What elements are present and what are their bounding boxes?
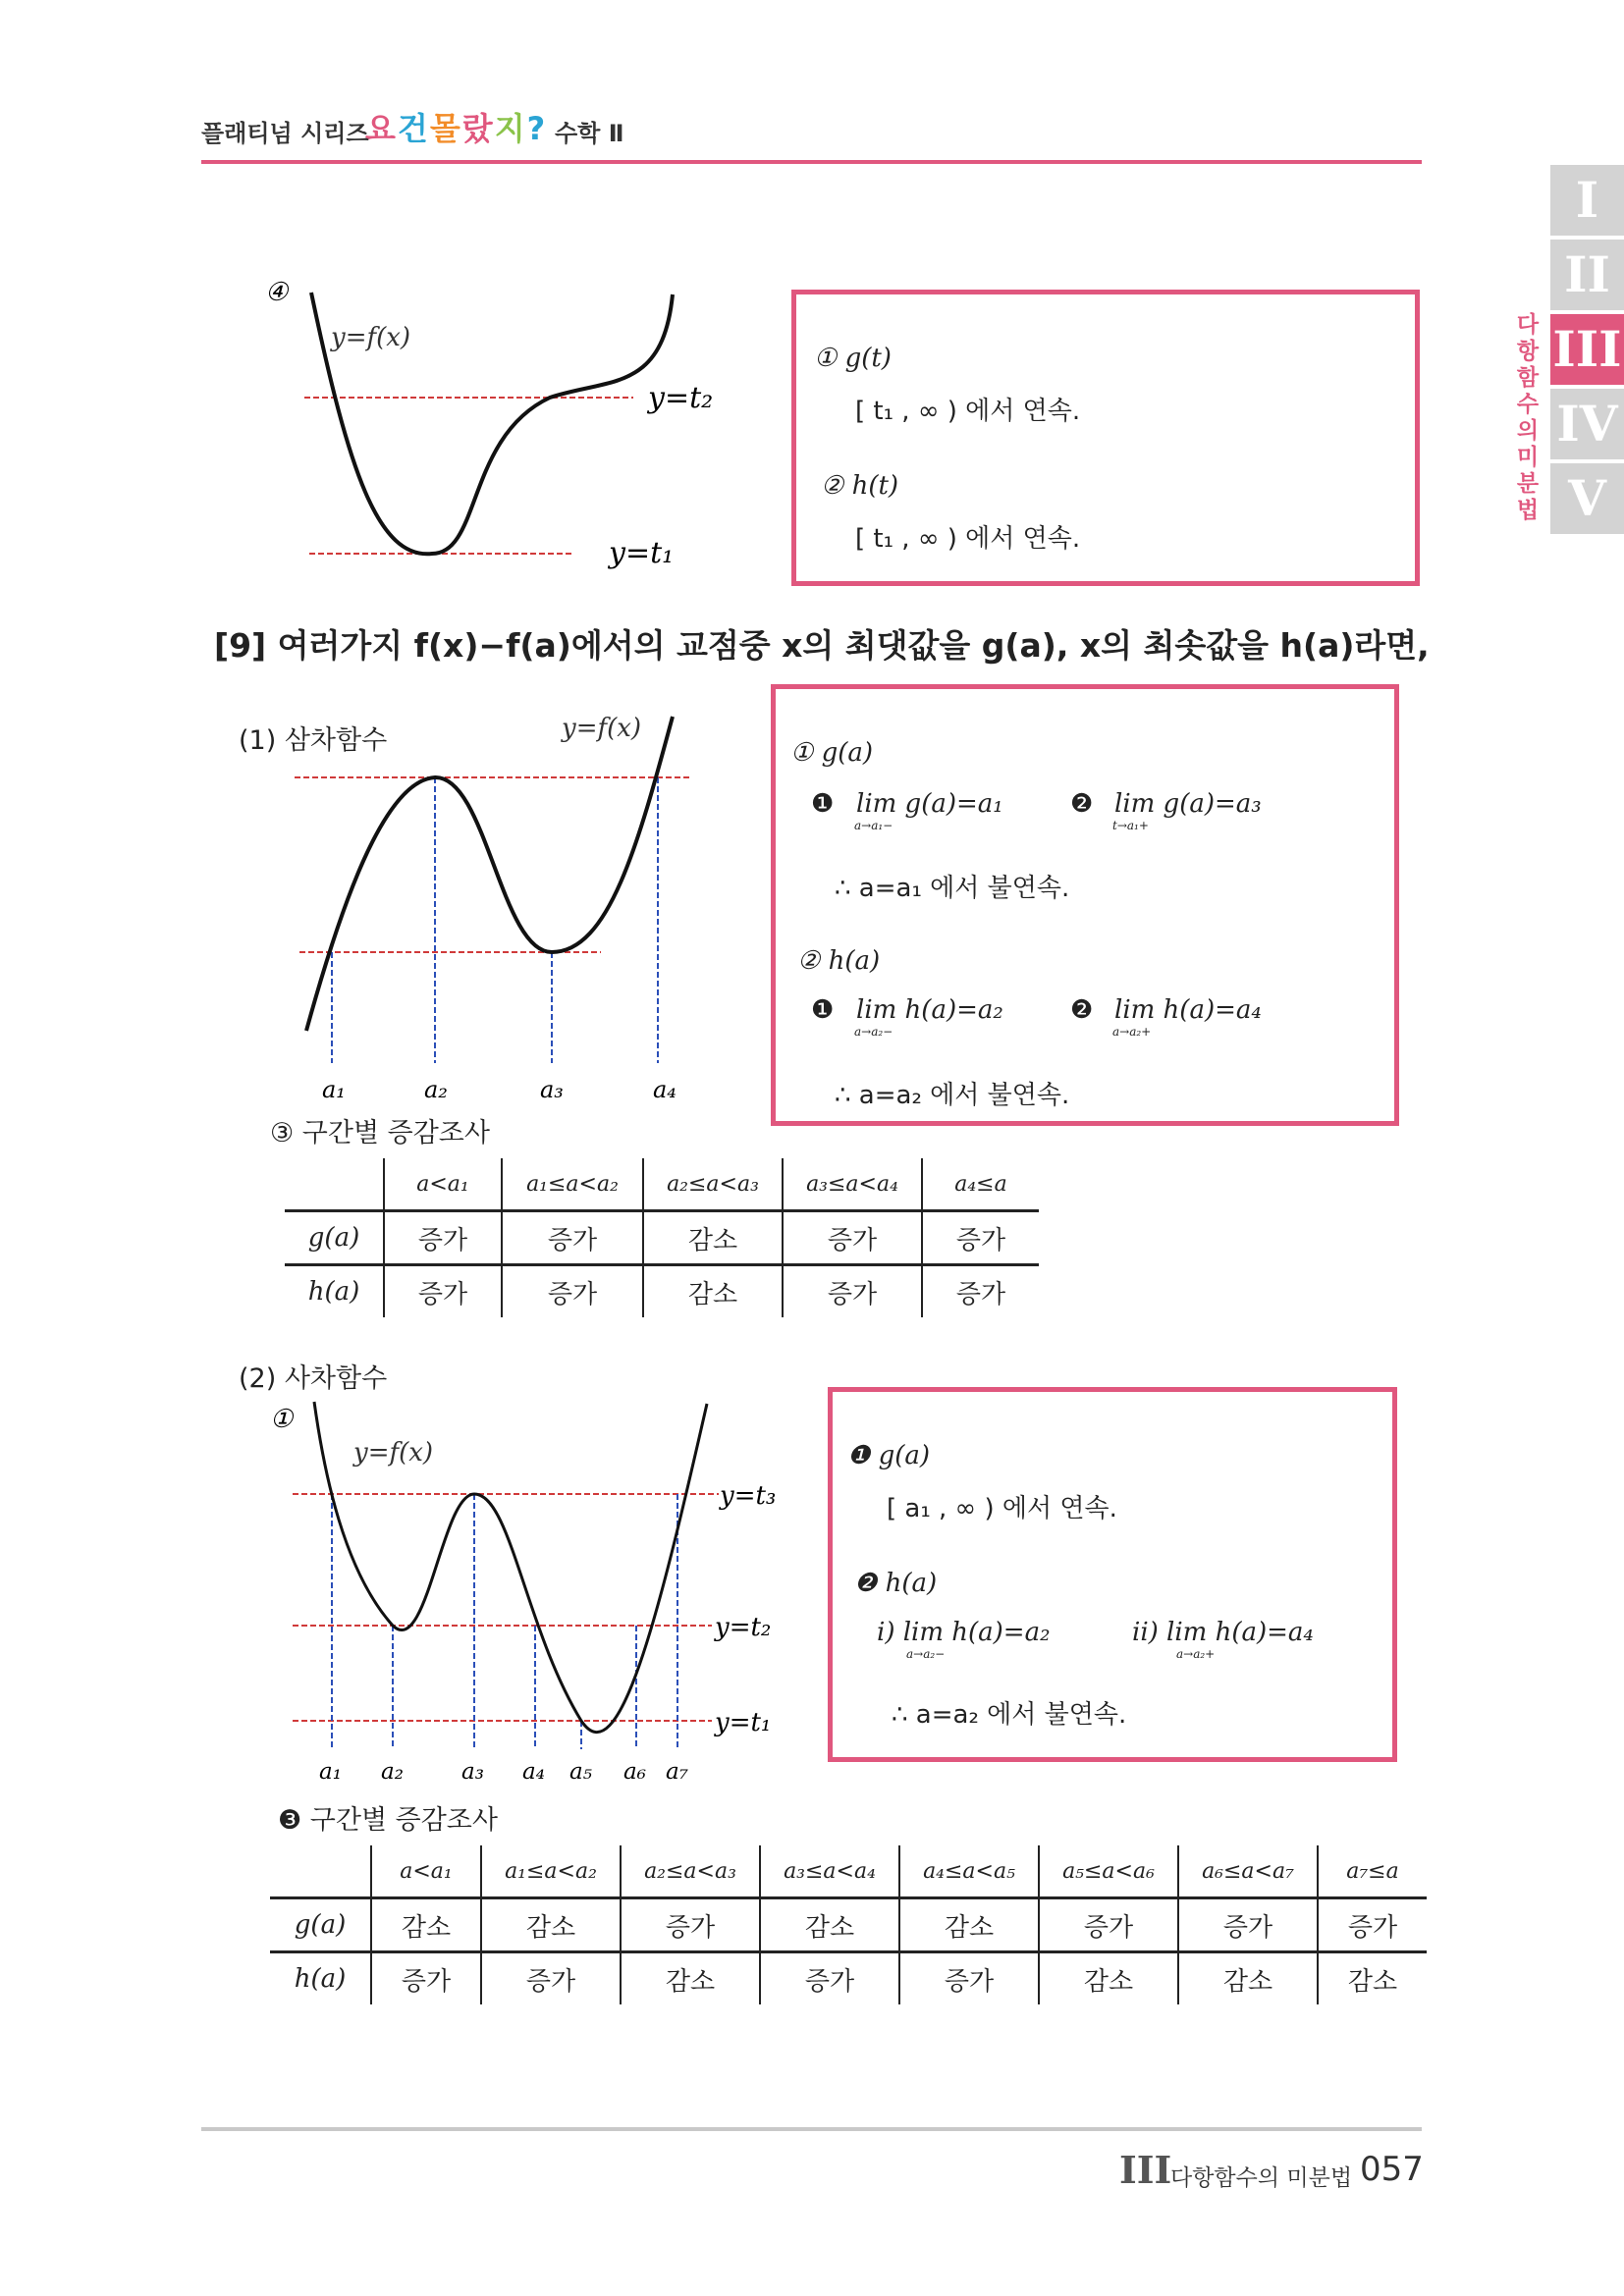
h-bullet-2: ❷ xyxy=(1070,995,1094,1025)
table-cell: 증가 xyxy=(760,1952,899,2005)
brand-char: 요 xyxy=(365,110,396,147)
graph-number: ① xyxy=(270,1405,294,1434)
g-lim-1-sub: a→a₁− xyxy=(854,819,893,832)
table-header: a₇≤a xyxy=(1318,1845,1427,1898)
table-cell: 증가 xyxy=(621,1898,760,1952)
cubic-label: (1) 삼차함수 xyxy=(239,725,388,756)
table-header: a₄≤a xyxy=(922,1158,1039,1211)
table-header: a₄≤a<a₅ xyxy=(899,1845,1039,1898)
t1-label: y=t₁ xyxy=(715,1708,772,1737)
a4-label: a₄ xyxy=(522,1759,545,1785)
a2-label: a₂ xyxy=(424,1076,448,1099)
h-head: ② h(a) xyxy=(797,946,881,976)
g-lim-2-sub: t→a₁+ xyxy=(1112,819,1149,832)
table-header: a₁≤a<a₂ xyxy=(502,1158,643,1211)
quartic-table xyxy=(270,1845,1427,2004)
side-tab-2[interactable]: II xyxy=(1550,240,1624,310)
g-head: ① g(t) xyxy=(814,344,892,373)
fx-label: y=f(x) xyxy=(331,323,411,352)
g-lim-2: lim g(a)=a₃ xyxy=(1114,789,1262,819)
a7-label: a₇ xyxy=(666,1759,688,1785)
footer-chapter-title: 다항함수의 미분법 xyxy=(1170,2165,1353,2191)
g-line: [ a₁ , ∞ ) 에서 연속. xyxy=(887,1494,1117,1523)
curve xyxy=(306,717,673,1031)
h-conclusion: ∴ a=a₂ 에서 불연속. xyxy=(835,1081,1070,1110)
brand-char: ? xyxy=(526,110,546,147)
table-cell: 증가 xyxy=(371,1952,481,2005)
fx-label: y=f(x) xyxy=(562,714,642,743)
table-row-header: g(a) xyxy=(270,1898,371,1952)
header-subject: 수학 Ⅱ xyxy=(555,120,624,147)
cubic-table-title: ③ 구간별 증감조사 xyxy=(270,1118,490,1148)
quartic-graph-4 xyxy=(260,275,731,579)
g-lim-1: lim g(a)=a₁ xyxy=(856,789,1003,819)
g-head: ❶ g(a) xyxy=(847,1441,931,1470)
t2-label: y=t₂ xyxy=(648,381,714,415)
h-i: i) lim h(a)=a₂ xyxy=(877,1618,1051,1647)
h-lim-1-sub: a→a₂− xyxy=(854,1025,893,1039)
table-cell: 감소 xyxy=(760,1898,899,1952)
header-series: 플래티넘 시리즈 xyxy=(201,120,369,147)
h-line: [ t₁ , ∞ ) 에서 연속. xyxy=(855,524,1081,554)
a3-label: a₃ xyxy=(540,1076,564,1099)
header-brand xyxy=(365,104,547,149)
table-cell: 감소 xyxy=(643,1265,783,1318)
table-cell: 감소 xyxy=(371,1898,481,1952)
side-tab-5[interactable]: V xyxy=(1550,463,1624,534)
h-conclusion: ∴ a=a₂ 에서 불연속. xyxy=(892,1700,1127,1730)
table-header: a₆≤a<a₇ xyxy=(1178,1845,1318,1898)
table-cell: 증가 xyxy=(1178,1898,1318,1952)
footer-divider xyxy=(201,2127,1422,2131)
h-lim-2-sub: a→a₂+ xyxy=(1112,1025,1152,1039)
h-head: ❷ h(a) xyxy=(854,1569,938,1598)
fx-label: y=f(x) xyxy=(353,1438,434,1468)
table-header: a₅≤a<a₆ xyxy=(1039,1845,1178,1898)
g-bullet-2: ❷ xyxy=(1070,789,1094,819)
box-cubic xyxy=(771,684,1399,1126)
table-cell: 증가 xyxy=(922,1211,1039,1265)
brand-char: 몰 xyxy=(429,110,460,147)
table-cell: 증가 xyxy=(384,1265,502,1318)
cubic-table xyxy=(285,1158,1039,1317)
table-row-header: g(a) xyxy=(285,1211,384,1265)
table-cell: 증가 xyxy=(783,1265,922,1318)
h-bullet-1: ❶ xyxy=(811,995,835,1025)
table-row-header: h(a) xyxy=(307,1277,360,1307)
h-ii: ii) lim h(a)=a₄ xyxy=(1132,1618,1314,1647)
header-divider xyxy=(201,160,1422,164)
table-cell: 증가 xyxy=(1039,1898,1178,1952)
g-conclusion: ∴ a=a₁ 에서 불연속. xyxy=(835,874,1070,903)
table-cell: 감소 xyxy=(621,1952,760,2005)
table-cell: 증가 xyxy=(899,1952,1039,2005)
table-header: a₁≤a<a₂ xyxy=(481,1845,621,1898)
a6-label: a₆ xyxy=(623,1759,646,1785)
h-head: ② h(t) xyxy=(821,471,899,501)
table-cell: 증가 xyxy=(502,1265,643,1318)
table-cell: 감소 xyxy=(1039,1952,1178,2005)
quartic-graph xyxy=(265,1394,815,1787)
footer-chapter-number: III xyxy=(1119,2148,1172,2192)
t2-label: y=t₂ xyxy=(715,1613,772,1642)
box-quartic xyxy=(828,1387,1397,1762)
g-line: [ t₁ , ∞ ) 에서 연속. xyxy=(855,397,1081,426)
table-cell: 증가 xyxy=(384,1211,502,1265)
section-title-9: [9] 여러가지 f(x)−f(a)에서의 교점중 x의 최댓값을 g(a), x의 최솟값을 h(a)라면, xyxy=(214,626,1430,665)
table-corner xyxy=(270,1845,371,1898)
quartic-table-title: ❸ 구간별 증감조사 xyxy=(278,1805,498,1836)
a1-label: a₁ xyxy=(322,1076,346,1099)
graph-number: ④ xyxy=(265,278,289,307)
table-header: a₃≤a<a₄ xyxy=(760,1845,899,1898)
table-cell: 증가 xyxy=(502,1211,643,1265)
table-cell: 감소 xyxy=(1318,1952,1427,2005)
table-cell: 증가 xyxy=(922,1265,1039,1318)
side-chapter-label: 다항함수의 미분법 xyxy=(1516,312,1540,523)
h-i-sub: a→a₂− xyxy=(906,1647,946,1661)
t1-label: y=t₁ xyxy=(609,536,675,570)
table-cell: 감소 xyxy=(899,1898,1039,1952)
side-tab-1[interactable]: I xyxy=(1550,165,1624,236)
table-row-header: h(a) xyxy=(294,1964,347,1994)
table-cell: 증가 xyxy=(783,1211,922,1265)
brand-char: 랐 xyxy=(461,110,493,147)
table-cell: 감소 xyxy=(1178,1952,1318,2005)
table-cell: 감소 xyxy=(481,1898,621,1952)
page-number: 057 xyxy=(1360,2150,1424,2189)
a5-label: a₅ xyxy=(569,1759,592,1785)
t3-label: y=t₃ xyxy=(720,1481,777,1511)
side-tab-4[interactable]: IV xyxy=(1550,389,1624,459)
g-head: ① g(a) xyxy=(790,738,874,768)
a4-label: a₄ xyxy=(653,1076,677,1099)
a1-label: a₁ xyxy=(319,1759,342,1785)
box-section4 xyxy=(791,290,1420,586)
table-header: a₂≤a<a₃ xyxy=(643,1158,783,1211)
side-tab-3[interactable]: III xyxy=(1550,314,1624,385)
brand-char: 지 xyxy=(494,110,525,147)
table-header: a₃≤a<a₄ xyxy=(783,1158,922,1211)
a2-label: a₂ xyxy=(381,1759,404,1785)
table-cell: 감소 xyxy=(643,1211,783,1265)
cubic-graph xyxy=(285,707,717,1099)
g-bullet-1: ❶ xyxy=(811,789,835,819)
h-lim-2: lim h(a)=a₄ xyxy=(1114,995,1262,1025)
brand-char: 건 xyxy=(397,110,428,147)
table-cell: 증가 xyxy=(481,1952,621,2005)
h-lim-1: lim h(a)=a₂ xyxy=(856,995,1003,1025)
a3-label: a₃ xyxy=(461,1759,484,1785)
table-cell: 증가 xyxy=(1318,1898,1427,1952)
table-header: a<a₁ xyxy=(384,1158,502,1211)
table-corner xyxy=(285,1158,384,1211)
table-header: a₂≤a<a₃ xyxy=(621,1845,760,1898)
h-ii-sub: a→a₂+ xyxy=(1176,1647,1216,1661)
table-header: a<a₁ xyxy=(371,1845,481,1898)
quartic-label: (2) 사차함수 xyxy=(239,1363,388,1394)
